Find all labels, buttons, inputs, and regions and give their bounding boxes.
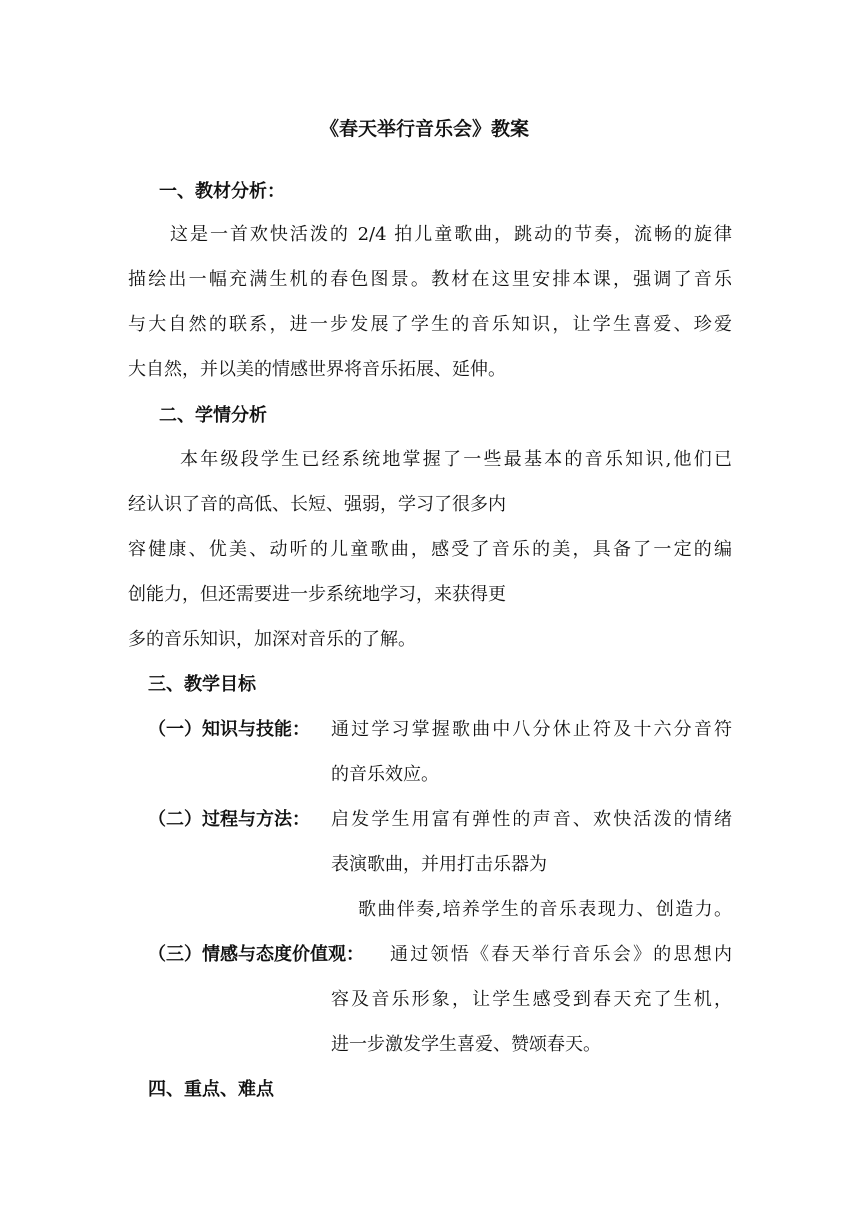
- section-1-line-4: 大自然，并以美的情感世界将音乐拓展、延伸。: [128, 359, 506, 380]
- section-2-line-2: 经认识了音的高低、长短、强弱，学习了很多内: [128, 494, 506, 515]
- section-2-line-5: 多的音乐知识，加深对音乐的了解。: [128, 629, 416, 650]
- goal-1-line-1: 通过学习掌握歌曲中八分休止符及十六分音符: [331, 719, 732, 740]
- section-1-line-3: 与大自然的联系，进一步发展了学生的音乐知识，让学生喜爱、珍爱: [128, 314, 732, 335]
- goal-2-line-1: 启发学生用富有弹性的声音、欢快活泼的情绪: [331, 809, 732, 830]
- section-3-heading: 三、教学目标: [148, 674, 256, 695]
- goal-3-label: （三）情感与态度价值观：: [148, 944, 364, 965]
- document-title: 《春天举行音乐会》教案: [320, 118, 530, 140]
- goal-2-line-3: 歌曲伴奏,培养学生的音乐表现力、创造力。: [358, 899, 732, 920]
- goal-3-line-3: 进一步激发学生喜爱、赞颂春天。: [331, 1034, 601, 1055]
- goal-1-label: （一）知识与技能：: [148, 719, 310, 740]
- section-1-line-1: 这是一首欢快活泼的 2/4 拍儿童歌曲，跳动的节奏，流畅的旋律: [170, 224, 732, 245]
- goal-2-line-2: 表演歌曲，并用打击乐器为: [331, 854, 547, 875]
- goal-3-line-1: 通过领悟《春天举行音乐会》的思想内: [390, 944, 732, 965]
- section-1-line-2: 描绘出一幅充满生机的春色图景。教材在这里安排本课，强调了音乐: [128, 269, 732, 290]
- section-2-heading: 二、学情分析: [159, 405, 267, 426]
- section-2-line-1: 本年级段学生已经系统地掌握了一些最基本的音乐知识,他们已: [180, 449, 732, 470]
- goal-2-label: （二）过程与方法：: [148, 809, 310, 830]
- section-2-line-3: 容健康、优美、动听的儿童歌曲，感受了音乐的美，具备了一定的编: [128, 539, 732, 560]
- goal-1-line-2: 的音乐效应。: [331, 764, 439, 785]
- section-4-heading: 四、重点、难点: [148, 1079, 274, 1100]
- section-1-heading: 一、教材分析：: [159, 181, 285, 202]
- section-2-line-4: 创能力，但还需要进一步系统地学习，来获得更: [128, 584, 506, 605]
- goal-3-line-2: 容及音乐形象，让学生感受到春天充了生机，: [331, 989, 732, 1010]
